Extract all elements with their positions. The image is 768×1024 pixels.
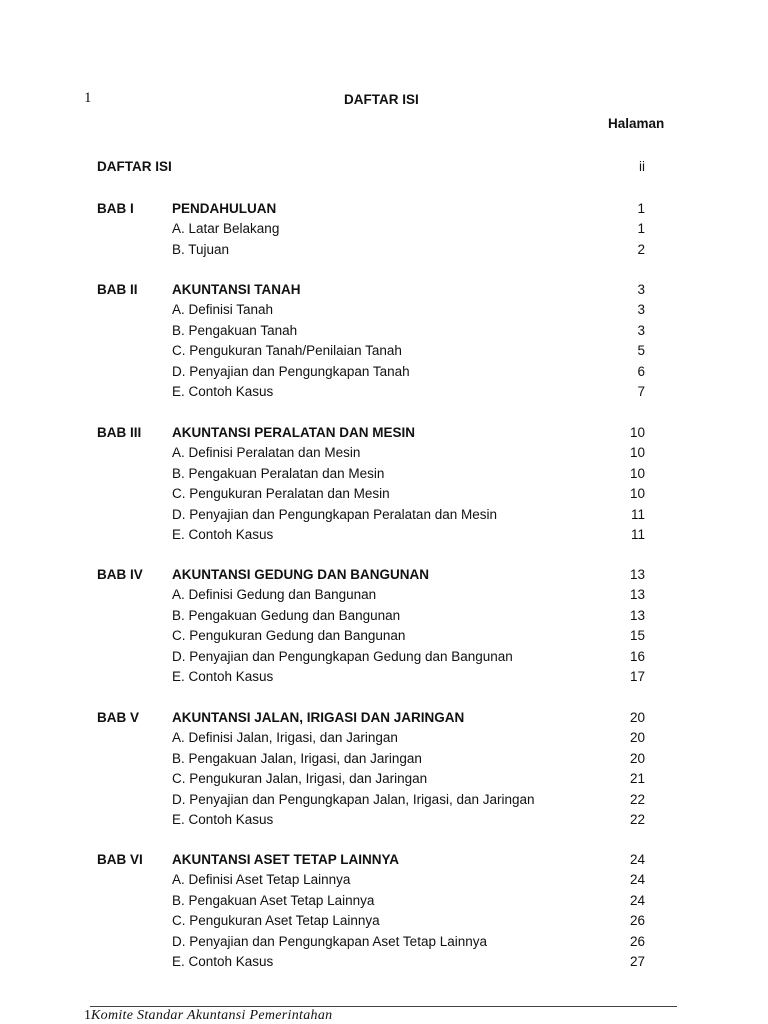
toc-item-page: 3	[637, 302, 645, 318]
toc-item-label: E. Contoh Kasus	[172, 812, 274, 827]
toc-item-page: 16	[629, 648, 645, 664]
toc-item[interactable]	[0, 527, 768, 547]
toc-item-page: 24	[629, 872, 645, 888]
toc-item-label: B. Pengakuan Tanah	[172, 322, 298, 338]
toc-item-page: 11	[630, 527, 645, 542]
toc-item-label: D. Penyajian dan Pengungkapan Gedung dan Bangunan	[172, 648, 513, 664]
toc-item-page: 22	[629, 791, 645, 807]
toc-item-label: C. Pengukuran Jalan, Irigasi, dan Jaringan	[172, 771, 428, 787]
toc-chapter-title: PENDAHULUAN	[172, 201, 277, 216]
toc-item-page: 22	[629, 812, 645, 827]
toc-item[interactable]	[0, 384, 768, 404]
page-title: DAFTAR ISI	[344, 92, 419, 107]
toc-item[interactable]	[0, 242, 768, 262]
toc-item[interactable]	[0, 466, 768, 486]
toc-item-page: 27	[629, 954, 645, 969]
toc-item-label: A. Latar Belakang	[172, 221, 280, 237]
toc-item[interactable]	[0, 872, 768, 892]
toc-chapter-heading[interactable]	[0, 282, 768, 302]
toc-item[interactable]	[0, 913, 768, 933]
toc-item-page: 20	[629, 750, 645, 766]
toc-item-label: D. Penyajian dan Pengungkapan Aset Tetap Lainnya	[172, 933, 487, 949]
toc-item[interactable]	[0, 628, 768, 648]
toc-item[interactable]	[0, 486, 768, 506]
toc-item-label: C. Pengukuran Gedung dan Bangunan	[172, 628, 406, 644]
toc-row-page: ii	[639, 159, 645, 174]
toc-chapter-title: AKUNTANSI JALAN, IRIGASI DAN JARINGAN	[172, 710, 465, 725]
toc-item-label: C. Pengukuran Aset Tetap Lainnya	[172, 913, 380, 929]
toc-item[interactable]	[0, 954, 768, 974]
toc-item-page: 7	[637, 384, 645, 399]
toc-item-page: 3	[637, 322, 645, 338]
halaman-column-header: Halaman	[608, 116, 665, 131]
toc-chapter-page: 3	[637, 282, 645, 297]
header-page-number: 1	[84, 90, 92, 106]
toc-item-label: E. Contoh Kasus	[172, 954, 274, 969]
toc-item-page: 13	[629, 587, 645, 603]
footer-divider	[90, 1006, 677, 1007]
toc-item[interactable]	[0, 364, 768, 384]
toc-chapter-heading[interactable]	[0, 425, 768, 445]
toc-chapter-number: BAB II	[97, 282, 138, 297]
toc-item[interactable]	[0, 669, 768, 689]
toc-item-page: 1	[637, 221, 645, 237]
toc-item-page: 20	[629, 730, 645, 746]
toc-item-page: 5	[637, 343, 645, 359]
toc-chapter-heading[interactable]	[0, 852, 768, 872]
toc-chapter-title: AKUNTANSI ASET TETAP LAINNYA	[172, 852, 400, 867]
toc-item-page: 21	[629, 771, 645, 787]
toc-chapter-page: 10	[629, 425, 645, 440]
toc-item-label: A. Definisi Gedung dan Bangunan	[172, 587, 377, 603]
toc-item[interactable]	[0, 934, 768, 954]
toc-chapter-heading[interactable]	[0, 567, 768, 587]
toc-row-label: DAFTAR ISI	[97, 159, 172, 174]
toc-item-page: 26	[629, 913, 645, 929]
toc-item[interactable]	[0, 608, 768, 628]
toc-chapter-page: 20	[629, 710, 645, 725]
toc-item[interactable]	[0, 323, 768, 343]
toc-item-label: D. Penyajian dan Pengungkapan Tanah	[172, 363, 410, 379]
toc-item[interactable]	[0, 751, 768, 771]
toc-item-label: B. Pengakuan Peralatan dan Mesin	[172, 465, 385, 481]
toc-item[interactable]	[0, 771, 768, 791]
toc-item[interactable]	[0, 302, 768, 322]
toc-item-page: 10	[629, 486, 645, 502]
footer-text: Komite Standar Akuntansi Pemerintahan	[91, 1008, 333, 1023]
toc-item-label: E. Contoh Kasus	[172, 669, 274, 684]
toc-item[interactable]	[0, 893, 768, 913]
toc-chapter-number: BAB I	[97, 201, 134, 216]
toc-item-label: D. Penyajian dan Pengungkapan Jalan, Irigasi, dan Jaringan	[172, 791, 535, 807]
footer-page-number: 1	[84, 1008, 91, 1023]
toc-item-label: D. Penyajian dan Pengungkapan Peralatan dan Mesin	[172, 506, 497, 522]
footer	[84, 1008, 332, 1024]
toc-item-label: C. Pengukuran Tanah/Penilaian Tanah	[172, 343, 402, 359]
toc-row-daftar-isi[interactable]	[0, 159, 768, 179]
toc-item-page: 24	[629, 892, 645, 908]
toc-item[interactable]	[0, 507, 768, 527]
toc-item-page: 26	[629, 933, 645, 949]
toc-item[interactable]	[0, 792, 768, 812]
toc-item-label: A. Definisi Tanah	[172, 302, 274, 318]
toc-item[interactable]	[0, 730, 768, 750]
toc-item-page: 10	[629, 465, 645, 481]
toc-chapter-number: BAB VI	[97, 852, 143, 867]
toc-item-label: B. Pengakuan Gedung dan Bangunan	[172, 607, 401, 623]
toc-chapter-heading[interactable]	[0, 201, 768, 221]
toc-item[interactable]	[0, 649, 768, 669]
toc-item-page: 6	[637, 363, 645, 379]
toc-item-page: 15	[629, 628, 645, 644]
toc-chapter-page: 1	[637, 201, 645, 216]
toc-item-page: 2	[637, 241, 645, 257]
toc-item[interactable]	[0, 343, 768, 363]
toc-item-page: 13	[629, 607, 645, 623]
toc-item-label: B. Pengakuan Aset Tetap Lainnya	[172, 892, 375, 908]
toc-chapter-number: BAB III	[97, 425, 142, 440]
toc-item-label: A. Definisi Peralatan dan Mesin	[172, 445, 361, 461]
toc-item-label: E. Contoh Kasus	[172, 384, 274, 399]
toc-item-page: 10	[629, 445, 645, 461]
toc-item-page: 11	[630, 506, 645, 522]
toc-item-label: A. Definisi Jalan, Irigasi, dan Jaringan	[172, 730, 398, 746]
toc-item-label: B. Pengakuan Jalan, Irigasi, dan Jaringan	[172, 750, 422, 766]
toc-chapter-heading[interactable]	[0, 710, 768, 730]
toc-chapter-number: BAB IV	[97, 567, 143, 582]
toc-item[interactable]	[0, 221, 768, 241]
toc-item-page: 17	[629, 669, 645, 684]
toc-chapter-title: AKUNTANSI TANAH	[172, 282, 301, 297]
toc-chapter-title: AKUNTANSI GEDUNG DAN BANGUNAN	[172, 567, 429, 582]
toc-chapter-title: AKUNTANSI PERALATAN DAN MESIN	[172, 425, 415, 440]
toc-item[interactable]	[0, 587, 768, 607]
toc-item[interactable]	[0, 445, 768, 465]
toc-chapter-number: BAB V	[97, 710, 140, 725]
toc-chapter-page: 24	[629, 852, 645, 867]
toc-item[interactable]	[0, 812, 768, 832]
toc-chapter-page: 13	[629, 567, 645, 582]
toc-item-label: A. Definisi Aset Tetap Lainnya	[172, 872, 351, 888]
toc-item-label: C. Pengukuran Peralatan dan Mesin	[172, 486, 390, 502]
toc-item-label: B. Tujuan	[172, 241, 230, 257]
toc-item-label: E. Contoh Kasus	[172, 527, 274, 542]
